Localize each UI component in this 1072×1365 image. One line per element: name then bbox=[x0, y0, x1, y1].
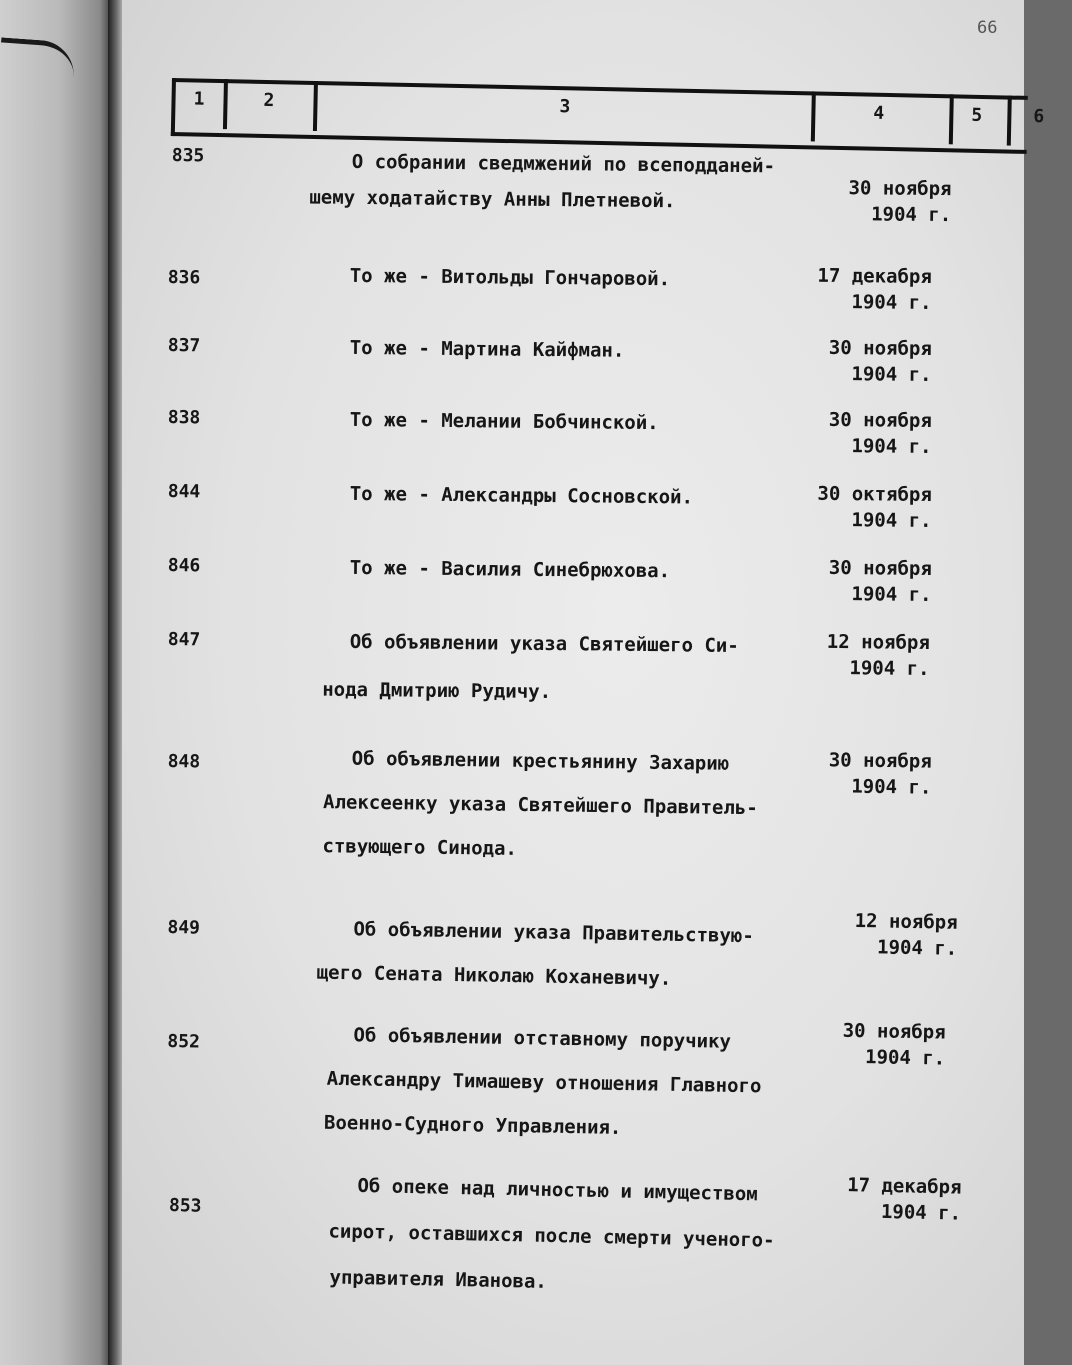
entry-line: сирот, оставшихся после смерти ученого- bbox=[328, 1220, 775, 1252]
entry-line: Об объявлении указа Святейшего Си- bbox=[349, 630, 739, 657]
entry-number: 852 bbox=[167, 1030, 201, 1053]
date-day-month: 30 октября bbox=[817, 482, 932, 506]
entry-line: То же - Мартина Кайфман. bbox=[349, 336, 625, 362]
entry-number: 837 bbox=[167, 334, 201, 357]
date-day-month: 30 ноября bbox=[828, 749, 932, 773]
entry-text bbox=[350, 476, 694, 516]
entry-text bbox=[350, 258, 671, 297]
date-year: 1904 г. bbox=[876, 936, 958, 960]
entry-number: 835 bbox=[171, 144, 205, 167]
date-day-month: 30 ноября bbox=[828, 408, 932, 432]
date-year: 1904 г. bbox=[880, 1200, 962, 1225]
entry-date bbox=[795, 1017, 946, 1072]
entry-line: То же - Василия Синебрюхова. bbox=[349, 556, 671, 583]
entry-date bbox=[795, 1171, 962, 1226]
date-year: 1904 г. bbox=[851, 291, 932, 314]
date-day-month: 17 декабря bbox=[817, 264, 932, 288]
entry-line: Военно-Судного Управления. bbox=[323, 1111, 622, 1139]
entry-text bbox=[350, 402, 659, 441]
date-year: 1904 г. bbox=[851, 435, 932, 458]
column-number: 6 bbox=[1033, 106, 1045, 128]
entry-number: 848 bbox=[167, 750, 201, 773]
date-day-month: 30 ноября bbox=[848, 177, 952, 201]
date-day-month: 30 ноября bbox=[828, 336, 932, 360]
entry-text bbox=[350, 330, 625, 369]
column-number: 1 bbox=[193, 88, 205, 110]
entry-line: Александру Тимашеву отношения Главного bbox=[326, 1067, 762, 1098]
date-day-month: 12 ноября bbox=[854, 909, 958, 934]
date-year: 1904 г. bbox=[864, 1046, 946, 1070]
left-facing-page bbox=[0, 0, 112, 1365]
date-year: 1904 г. bbox=[851, 509, 932, 532]
entry-date bbox=[811, 175, 952, 228]
column-header-table bbox=[171, 78, 1072, 151]
entry-line: То же - Александры Сосновской. bbox=[349, 482, 694, 509]
entry-date bbox=[771, 480, 932, 534]
entry-line: щего Сената Николаю Коханевичу. bbox=[316, 961, 672, 990]
entry-text bbox=[166, 1014, 763, 1148]
ink-mark bbox=[0, 37, 76, 77]
entry-date bbox=[807, 907, 958, 962]
entry-number: 836 bbox=[167, 266, 201, 289]
entry-number: 844 bbox=[167, 480, 201, 503]
date-day-month: 17 декабря bbox=[846, 1174, 962, 1199]
entry-text bbox=[167, 1164, 776, 1305]
entry-text bbox=[350, 550, 671, 589]
entry-date bbox=[781, 747, 932, 801]
date-year: 1904 г. bbox=[851, 583, 932, 606]
entry-line: шему ходатайству Анны Плетневой. bbox=[309, 186, 676, 213]
entry-line: ствующего Синода. bbox=[322, 835, 518, 860]
entry-text bbox=[166, 908, 754, 998]
entry-line: Об объявлении крестьянину Захарию bbox=[351, 747, 730, 775]
entry-number: 849 bbox=[167, 916, 201, 939]
entry-line: То же - Витольды Гончаровой. bbox=[349, 264, 671, 291]
entry-line: Об опеке над личностью и имуществом bbox=[357, 1174, 758, 1206]
date-year: 1904 г. bbox=[871, 203, 952, 227]
entry-line: Алексеенку указа Святейшего Правитель- bbox=[322, 791, 758, 820]
date-year: 1904 г. bbox=[849, 657, 930, 680]
column-number: 5 bbox=[971, 104, 983, 126]
entry-number: 847 bbox=[167, 628, 201, 651]
date-day-month: 30 ноября bbox=[842, 1019, 946, 1044]
entry-date bbox=[779, 628, 930, 682]
column-number: 3 bbox=[559, 96, 571, 118]
entry-line: Об объявлении отставному поручику bbox=[353, 1024, 732, 1053]
entry-text bbox=[167, 622, 739, 712]
binding-gutter bbox=[108, 0, 122, 1365]
entry-date bbox=[771, 334, 932, 388]
date-day-month: 12 ноября bbox=[826, 630, 930, 654]
column-number: 2 bbox=[263, 89, 275, 112]
entry-line: О собрании сведмжений по всеподданей- bbox=[351, 150, 776, 178]
entry-line: управителя Иванова. bbox=[329, 1266, 548, 1293]
entry-date bbox=[771, 554, 932, 608]
page-number: 66 bbox=[977, 18, 998, 38]
entry-line: То же - Мелании Бобчинской. bbox=[349, 408, 659, 435]
entry-number: 838 bbox=[167, 406, 201, 429]
entry-line: нода Дмитрию Рудичу. bbox=[322, 678, 552, 704]
entry-line: Об объявлении указа Правительствую- bbox=[353, 918, 754, 948]
date-day-month: 30 ноября bbox=[828, 556, 932, 580]
entry-text bbox=[166, 738, 758, 870]
archive-page bbox=[122, 0, 1045, 1365]
column-number: 4 bbox=[873, 102, 885, 124]
entry-text bbox=[171, 142, 775, 220]
date-year: 1904 г. bbox=[851, 775, 932, 799]
entry-date bbox=[771, 406, 932, 460]
entry-date bbox=[771, 262, 932, 316]
entry-number: 846 bbox=[167, 554, 201, 577]
entry-number: 853 bbox=[168, 1194, 202, 1217]
date-year: 1904 г. bbox=[851, 363, 932, 386]
